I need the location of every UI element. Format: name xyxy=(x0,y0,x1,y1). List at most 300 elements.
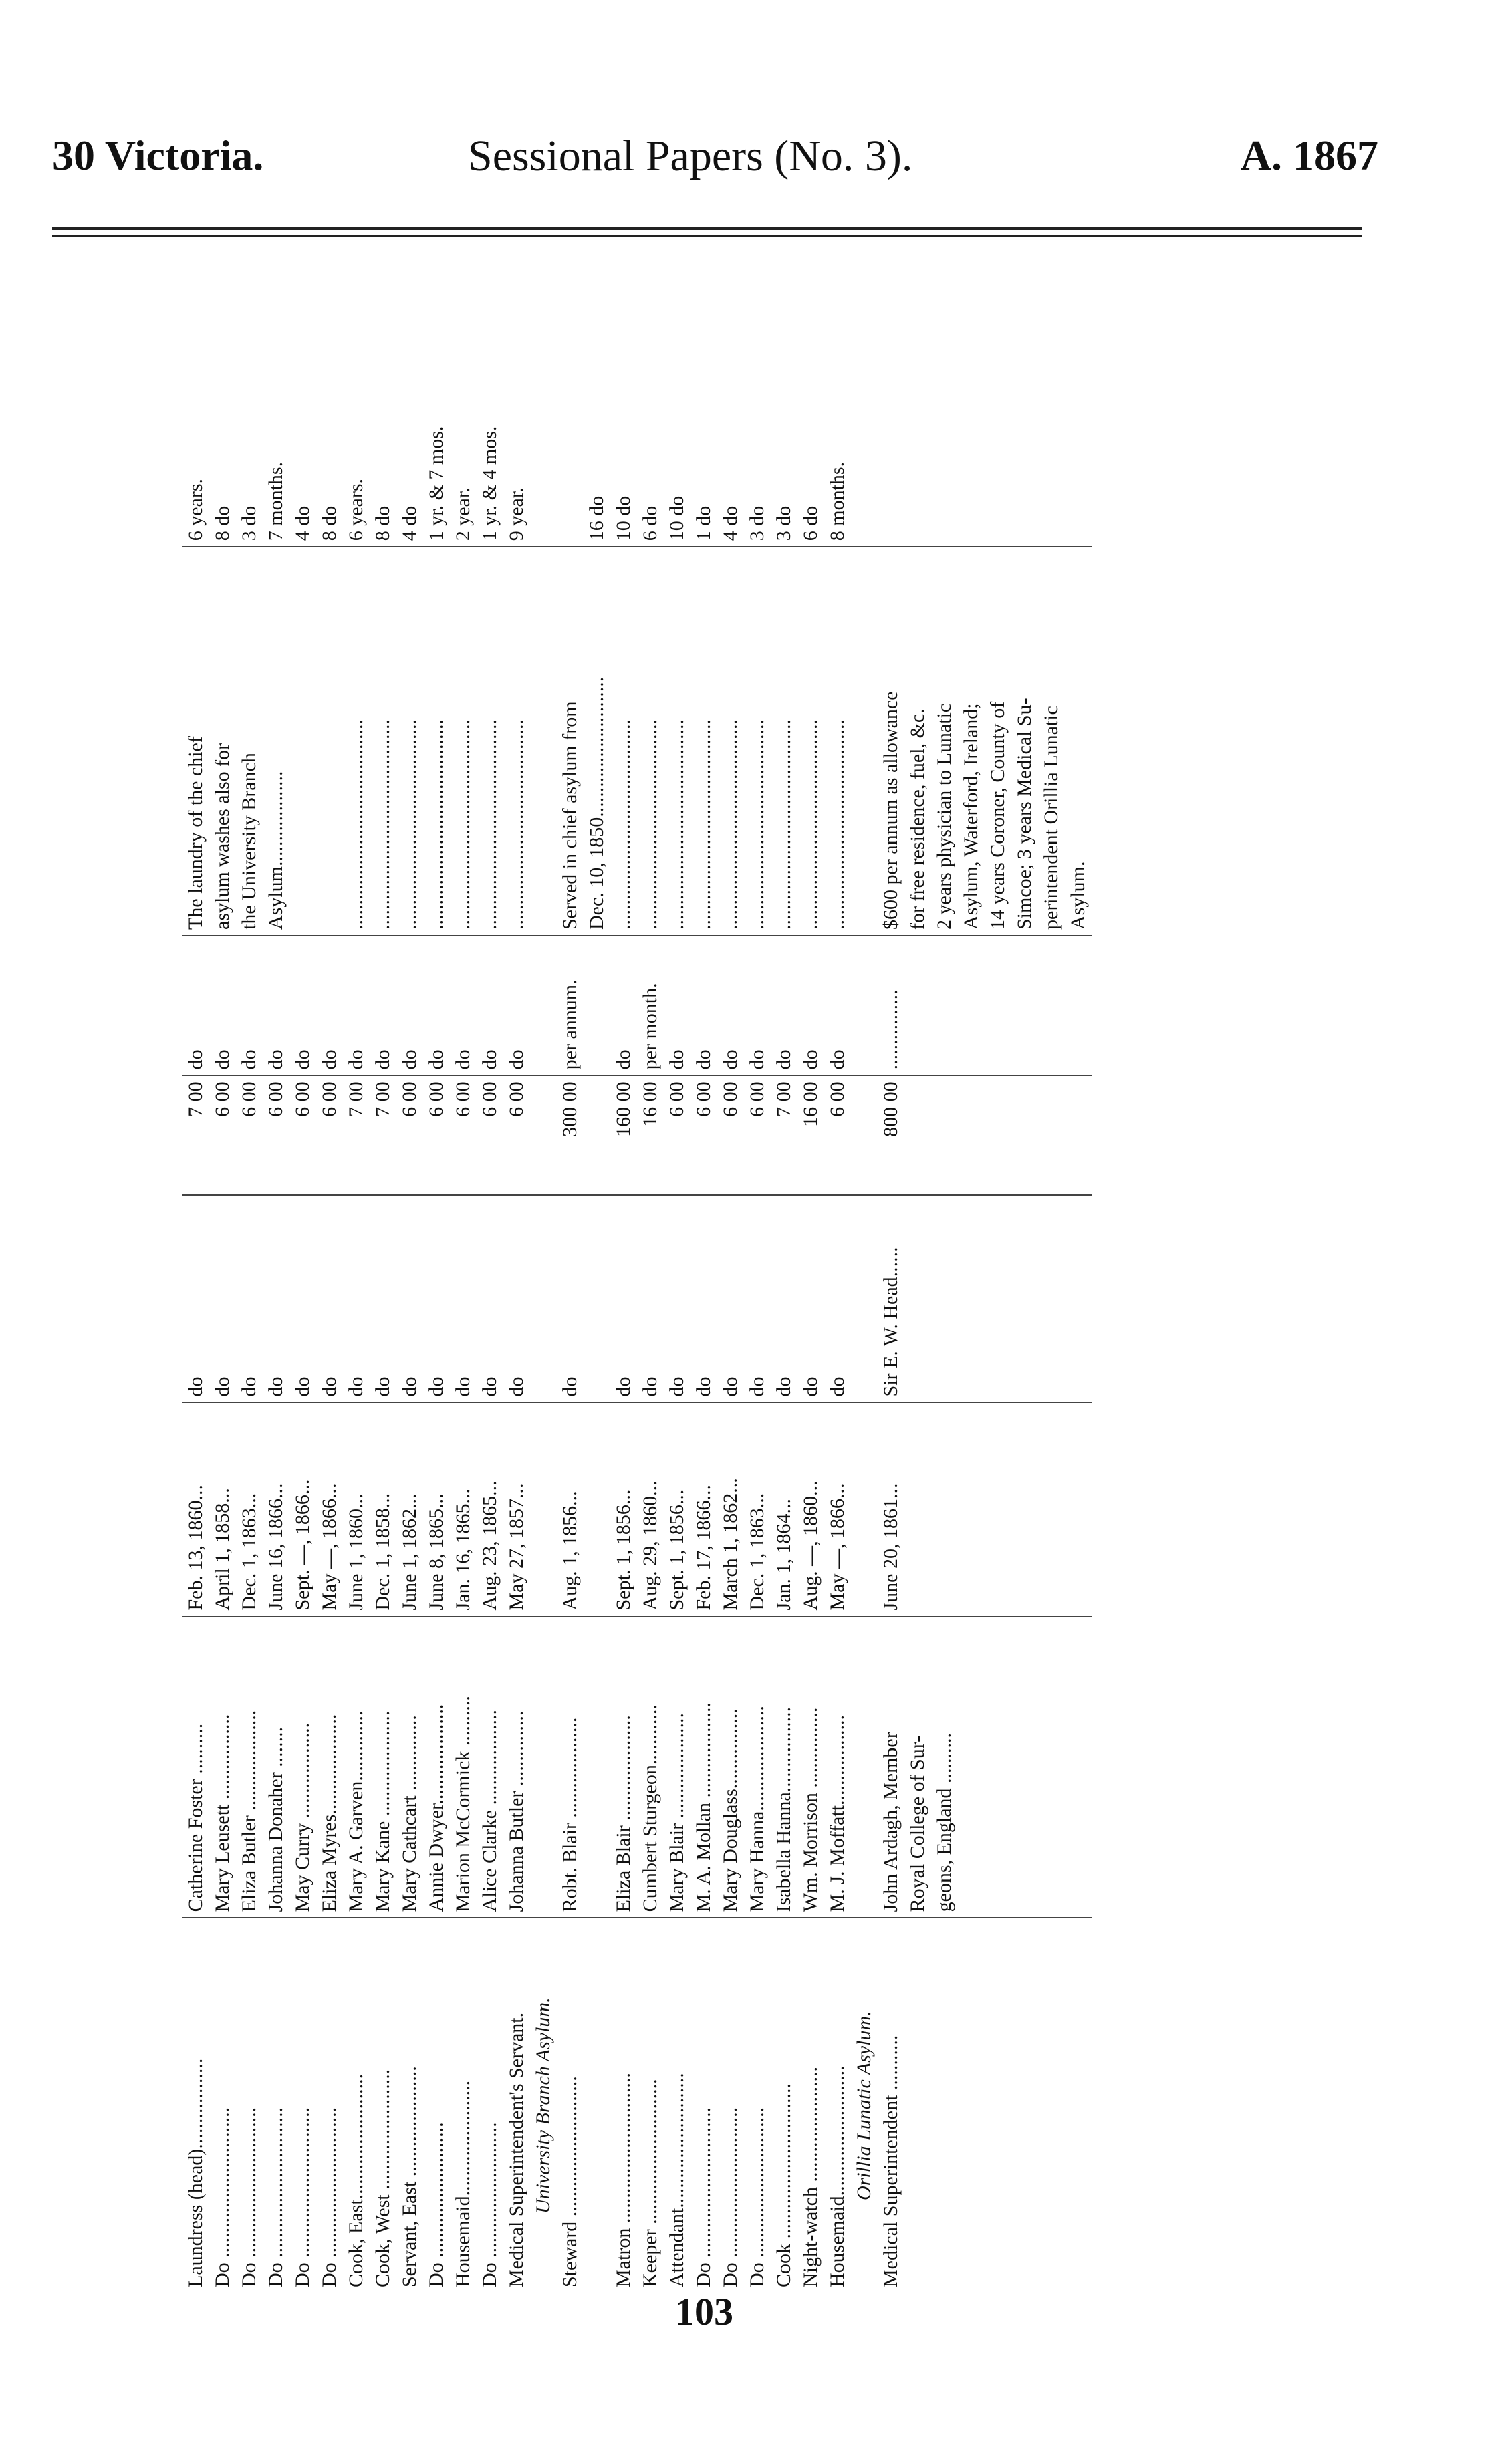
table-row xyxy=(557,421,584,2293)
service-cell: 10 do xyxy=(612,495,634,541)
header-left: 30 Victoria. xyxy=(52,132,264,179)
date-year: 1865... xyxy=(425,1493,447,1549)
office-cell xyxy=(1065,1918,1092,2293)
date-month: Feb. xyxy=(692,1575,715,1611)
by-cell xyxy=(584,1195,610,1402)
name-cell: Wm. Morrison ................ xyxy=(797,1617,824,1918)
appointment-date-cell xyxy=(985,1402,1011,1616)
remarks-cell: .......................................... xyxy=(343,547,370,936)
per-cell xyxy=(1065,936,1092,1075)
service-cell: 3 do xyxy=(746,505,768,541)
name-cell: Johanna Donaher ........ xyxy=(263,1617,289,1918)
service-cell: 8 do xyxy=(211,505,233,541)
empty-cell xyxy=(530,936,557,1075)
remarks-cell: perintendent Orillia Lunatic xyxy=(1038,547,1065,936)
by-cell: do xyxy=(557,1195,584,1402)
section-title: University Branch Asylum. xyxy=(530,1918,557,2293)
table-row xyxy=(423,421,450,2293)
per-cell: do xyxy=(316,936,343,1075)
empty-cell xyxy=(530,547,557,936)
service-cell: 1 yr. & 4 mos. xyxy=(479,426,501,541)
date-month: May xyxy=(505,1573,527,1611)
office-cell: Cook ............................... xyxy=(771,1918,797,2293)
remarks-cell: .......................................... xyxy=(637,547,664,936)
service-cell xyxy=(1038,421,1065,547)
per-cell: do xyxy=(503,936,530,1075)
remarks-cell: Asylum. xyxy=(1065,547,1092,936)
appointment-date-cell xyxy=(370,1402,396,1616)
service-cell xyxy=(958,421,985,547)
appointment-date-cell xyxy=(1038,1402,1065,1616)
amount-cell: 6 00 xyxy=(690,1075,717,1195)
per-cell xyxy=(958,936,985,1075)
appointment-date-cell xyxy=(1065,1402,1092,1616)
per-cell: do xyxy=(209,936,236,1075)
date-month: Jan. xyxy=(452,1579,474,1611)
name-cell: John Ardagh, Member xyxy=(878,1617,904,1918)
appointment-date-cell xyxy=(182,1402,209,1616)
table-row xyxy=(370,421,396,2293)
per-cell: do xyxy=(450,936,477,1075)
by-cell xyxy=(958,1195,985,1402)
table-row xyxy=(717,421,744,2293)
per-cell: do xyxy=(396,936,423,1075)
remarks-cell xyxy=(316,547,343,936)
per-cell: do xyxy=(610,936,637,1075)
service-cell: 3 do xyxy=(773,505,795,541)
name-cell: Alice Clarke ................... xyxy=(477,1617,503,1918)
appointment-date-cell xyxy=(263,1402,289,1616)
service-cell: 4 do xyxy=(291,505,313,541)
date-month: June xyxy=(880,1573,902,1611)
appointment-date-cell xyxy=(904,1402,931,1616)
service-cell: 6 years. xyxy=(345,478,367,541)
appointment-date-cell xyxy=(1011,1402,1038,1616)
service-cell: 16 do xyxy=(586,495,608,541)
remarks-cell: Asylum, Waterford, Ireland; xyxy=(958,547,985,936)
per-cell: do xyxy=(289,936,316,1075)
header-rule xyxy=(52,227,1362,230)
office-cell xyxy=(985,1918,1011,2293)
appointment-date-cell xyxy=(209,1402,236,1616)
date-day: 29, xyxy=(639,1541,661,1566)
amount-cell: 7 00 xyxy=(182,1075,209,1195)
table-row xyxy=(824,421,851,2293)
appointment-date-cell xyxy=(797,1402,824,1616)
remarks-cell: the University Branch xyxy=(236,547,263,936)
remarks-cell: .......................................... xyxy=(423,547,450,936)
date-month: Dec. xyxy=(372,1573,394,1611)
service-cell: 10 do xyxy=(666,495,688,541)
section-heading-row xyxy=(530,421,557,2293)
table-row xyxy=(289,421,316,2293)
office-cell: Housemaid....................... xyxy=(450,1918,477,2293)
remarks-cell: Served in chief asylum from xyxy=(557,547,584,936)
office-cell: Attendant........................... xyxy=(664,1918,690,2293)
table-row xyxy=(182,421,209,2293)
service-cell: 4 do xyxy=(719,505,741,541)
office-cell xyxy=(1011,1918,1038,2293)
by-cell: do xyxy=(289,1195,316,1402)
table-row xyxy=(316,421,343,2293)
office-cell xyxy=(958,1918,985,2293)
date-month: March xyxy=(719,1558,741,1611)
service-cell: 6 do xyxy=(799,505,822,541)
table-row xyxy=(985,421,1011,2293)
appointment-date-cell xyxy=(878,1402,904,1616)
remarks-cell: .......................................... xyxy=(744,547,771,936)
service-cell: 3 do xyxy=(238,505,260,541)
table-row xyxy=(878,421,904,2293)
name-cell xyxy=(958,1617,985,1918)
table-row xyxy=(450,421,477,2293)
office-cell: Do .............................. xyxy=(690,1918,717,2293)
service-cell: 4 do xyxy=(398,505,420,541)
date-month: Aug. xyxy=(639,1571,661,1611)
amount-cell: 6 00 xyxy=(209,1075,236,1195)
empty-cell xyxy=(530,1195,557,1402)
name-cell: M. A. Mollan ................... xyxy=(690,1617,717,1918)
amount-cell xyxy=(904,1075,931,1195)
per-cell xyxy=(931,936,958,1075)
office-cell: Steward ............................ xyxy=(557,1918,584,2293)
by-cell xyxy=(985,1195,1011,1402)
amount-cell: 6 00 xyxy=(477,1075,503,1195)
table-row xyxy=(637,421,664,2293)
by-cell: Sir E. W. Head...... xyxy=(878,1195,904,1402)
date-month: April xyxy=(211,1568,233,1611)
remarks-cell: $600 per annum as allowance xyxy=(878,547,904,936)
by-cell: do xyxy=(182,1195,209,1402)
by-cell: do xyxy=(824,1195,851,1402)
name-cell: Mary Kane ..................... xyxy=(370,1617,396,1918)
amount-cell xyxy=(1038,1075,1065,1195)
by-cell: do xyxy=(263,1195,289,1402)
service-cell xyxy=(904,421,931,547)
amount-cell: 7 00 xyxy=(370,1075,396,1195)
amount-cell: 16 00 xyxy=(797,1075,824,1195)
date-day: —, xyxy=(799,1541,822,1566)
date-day: 1, xyxy=(746,1553,768,1569)
table-row xyxy=(1065,421,1092,2293)
date-day: 1, xyxy=(238,1553,260,1569)
date-year: 1866... xyxy=(318,1483,340,1539)
name-cell: Royal College of Sur- xyxy=(904,1617,931,1918)
remarks-cell: for free residence, fuel, &c. xyxy=(904,547,931,936)
appointment-date-cell xyxy=(557,1402,584,1616)
name-cell: May Curry ................... xyxy=(289,1617,316,1918)
remarks-cell xyxy=(289,547,316,936)
office-cell: Medical Superintendent ........... xyxy=(878,1918,904,2293)
empty-cell xyxy=(851,936,878,1075)
office-cell: Do .............................. xyxy=(316,1918,343,2293)
amount-cell: 6 00 xyxy=(236,1075,263,1195)
service-cell: 9 year. xyxy=(505,487,527,541)
remarks-cell: .......................................... xyxy=(396,547,423,936)
date-year: 1858... xyxy=(211,1488,233,1543)
appointment-date-cell xyxy=(477,1402,503,1616)
page-number: 103 xyxy=(675,2290,733,2333)
empty-cell xyxy=(851,1195,878,1402)
name-cell: Eliza Butler .................... xyxy=(236,1617,263,1918)
empty-cell xyxy=(851,421,878,547)
date-year: 1862... xyxy=(719,1478,741,1533)
amount-cell: 6 00 xyxy=(664,1075,690,1195)
name-cell: Annie Dwyer.................... xyxy=(423,1617,450,1918)
date-year: 1863... xyxy=(238,1493,260,1549)
amount-cell: 800 00 xyxy=(878,1075,904,1195)
office-cell xyxy=(584,1918,610,2293)
per-cell xyxy=(904,936,931,1075)
name-cell: geons, England .......... xyxy=(931,1617,958,1918)
date-month: May xyxy=(826,1573,848,1611)
date-day: 17, xyxy=(692,1545,715,1571)
office-cell: Housemaid.......................... xyxy=(824,1918,851,2293)
date-year: 1861... xyxy=(880,1483,902,1539)
date-day: 16, xyxy=(265,1543,287,1569)
remarks-cell: asylum washes also for xyxy=(209,547,236,936)
date-year: 1857... xyxy=(505,1483,527,1539)
date-month: Dec. xyxy=(238,1573,260,1611)
office-cell: Servant, East ...................... xyxy=(396,1918,423,2293)
appointment-date-cell xyxy=(958,1402,985,1616)
date-year: 1858... xyxy=(372,1493,394,1549)
service-cell xyxy=(1011,421,1038,547)
date-year: 1860... xyxy=(639,1480,661,1536)
remarks-cell: .......................................... xyxy=(717,547,744,936)
office-cell: Matron .............................. xyxy=(610,1918,637,2293)
appointment-date-cell xyxy=(664,1402,690,1616)
office-cell: Do ........................... xyxy=(423,1918,450,2293)
table-row xyxy=(1038,421,1065,2293)
appointment-date-cell xyxy=(690,1402,717,1616)
remarks-cell: .......................................... xyxy=(797,547,824,936)
amount-cell: 160 00 xyxy=(610,1075,637,1195)
appointment-date-cell xyxy=(637,1402,664,1616)
by-cell: do xyxy=(797,1195,824,1402)
by-cell: do xyxy=(610,1195,637,1402)
per-cell: do xyxy=(717,936,744,1075)
table-row xyxy=(396,421,423,2293)
by-cell: do xyxy=(343,1195,370,1402)
service-cell: 1 yr. & 7 mos. xyxy=(425,426,447,541)
empty-cell xyxy=(851,1075,878,1195)
amount-cell: 6 00 xyxy=(503,1075,530,1195)
per-cell xyxy=(1038,936,1065,1075)
office-cell: Do .............................. xyxy=(744,1918,771,2293)
empty-cell xyxy=(851,547,878,936)
service-cell: 7 months. xyxy=(265,461,287,541)
per-cell: do xyxy=(236,936,263,1075)
date-year: 1866... xyxy=(692,1485,715,1541)
header-center: Sessional Papers (No. 3). xyxy=(468,132,913,180)
per-cell: do xyxy=(824,936,851,1075)
date-day: —, xyxy=(291,1539,313,1565)
date-year: 1860... xyxy=(184,1485,207,1541)
date-day: 27, xyxy=(505,1543,527,1569)
remarks-cell: .......................................... xyxy=(824,547,851,936)
name-cell: M. J. Moffatt.................. xyxy=(824,1617,851,1918)
header-rule-thin xyxy=(52,235,1362,237)
appointment-date-cell xyxy=(610,1402,637,1616)
appointment-date-cell xyxy=(289,1402,316,1616)
date-month: Jan. xyxy=(773,1579,795,1611)
amount-cell xyxy=(584,1075,610,1195)
amount-cell: 6 00 xyxy=(824,1075,851,1195)
date-year: 1863... xyxy=(746,1493,768,1549)
appointment-date-cell xyxy=(423,1402,450,1616)
by-cell: do xyxy=(477,1195,503,1402)
name-cell xyxy=(584,1617,610,1918)
per-cell: do xyxy=(744,936,771,1075)
staff-table-rotated xyxy=(182,421,1332,2293)
by-cell xyxy=(1011,1195,1038,1402)
per-cell: do xyxy=(690,936,717,1075)
date-month: Sept. xyxy=(666,1569,688,1611)
date-year: 1856... xyxy=(612,1489,634,1545)
empty-cell xyxy=(530,1402,557,1616)
amount-cell: 6 00 xyxy=(396,1075,423,1195)
amount-cell: 7 00 xyxy=(771,1075,797,1195)
by-cell: do xyxy=(209,1195,236,1402)
by-cell: do xyxy=(450,1195,477,1402)
date-month: June xyxy=(425,1573,447,1611)
office-cell: Cook, West ........................ xyxy=(370,1918,396,2293)
office-cell: Do .............................. xyxy=(236,1918,263,2293)
name-cell: Robt. Blair .................... xyxy=(557,1617,584,1918)
service-cell: 1 do xyxy=(692,505,715,541)
table-row xyxy=(797,421,824,2293)
by-cell: do xyxy=(503,1195,530,1402)
date-day: 13, xyxy=(184,1545,207,1571)
empty-cell xyxy=(530,1617,557,1918)
per-cell: do xyxy=(263,936,289,1075)
appointment-date-cell xyxy=(343,1402,370,1616)
date-day: 1, xyxy=(345,1553,367,1569)
per-cell xyxy=(985,936,1011,1075)
date-day: 16, xyxy=(452,1549,474,1574)
name-cell: Mary Hanna..................... xyxy=(744,1617,771,1918)
header-right: A. 1867 xyxy=(1240,132,1378,179)
amount-cell: 7 00 xyxy=(343,1075,370,1195)
per-cell xyxy=(584,936,610,1075)
appointment-date-cell xyxy=(771,1402,797,1616)
date-month: Aug. xyxy=(479,1571,501,1611)
per-cell: do xyxy=(343,936,370,1075)
office-cell xyxy=(1038,1918,1065,2293)
empty-cell xyxy=(530,1075,557,1195)
name-cell: Johanna Butler ............... xyxy=(503,1617,530,1918)
per-cell xyxy=(1011,936,1038,1075)
date-month: Feb. xyxy=(184,1575,207,1611)
office-cell: Medical Superintendent's Servant. xyxy=(503,1918,530,2293)
staff-table xyxy=(182,421,1092,2293)
table-row xyxy=(904,421,931,2293)
amount-cell: 6 00 xyxy=(263,1075,289,1195)
date-day: 1, xyxy=(612,1549,634,1565)
appointment-date-cell xyxy=(316,1402,343,1616)
by-cell: do xyxy=(370,1195,396,1402)
date-day: 23, xyxy=(479,1541,501,1566)
service-cell: 2 year. xyxy=(452,487,474,541)
per-cell: do xyxy=(477,936,503,1075)
date-year: 1856... xyxy=(559,1490,581,1546)
amount-cell: 6 00 xyxy=(717,1075,744,1195)
empty-cell xyxy=(851,1617,878,1918)
amount-cell: 6 00 xyxy=(450,1075,477,1195)
amount-cell xyxy=(958,1075,985,1195)
date-year: 1866... xyxy=(291,1479,313,1535)
remarks-cell: .......................................... xyxy=(771,547,797,936)
remarks-cell: .......................................... xyxy=(503,547,530,936)
per-cell: do xyxy=(771,936,797,1075)
name-cell xyxy=(1038,1617,1065,1918)
remarks-cell: The laundry of the chief xyxy=(182,547,209,936)
name-cell: Isabella Hanna................. xyxy=(771,1617,797,1918)
by-cell xyxy=(1065,1195,1092,1402)
by-cell: do xyxy=(637,1195,664,1402)
date-day: 1, xyxy=(773,1559,795,1574)
service-cell xyxy=(985,421,1011,547)
by-cell: do xyxy=(717,1195,744,1402)
date-day: 8, xyxy=(425,1553,447,1569)
remarks-cell: .......................................... xyxy=(664,547,690,936)
remarks-cell: .......................................... xyxy=(370,547,396,936)
service-cell: 6 years. xyxy=(184,478,207,541)
table-row xyxy=(503,421,530,2293)
service-cell: 8 do xyxy=(318,505,340,541)
service-cell xyxy=(878,421,904,547)
table-row xyxy=(209,421,236,2293)
date-year: 1866... xyxy=(265,1483,287,1539)
table-row xyxy=(744,421,771,2293)
name-cell: Mary Douglass................ xyxy=(717,1617,744,1918)
date-month: June xyxy=(265,1573,287,1611)
by-cell: do xyxy=(771,1195,797,1402)
table-row xyxy=(584,421,610,2293)
name-cell: Eliza Myres.................... xyxy=(316,1617,343,1918)
table-row xyxy=(610,421,637,2293)
date-day: 1, xyxy=(398,1553,420,1569)
amount-cell: 300 00 xyxy=(557,1075,584,1195)
office-cell: Night-watch ....................... xyxy=(797,1918,824,2293)
empty-cell xyxy=(851,1402,878,1616)
appointment-date-cell xyxy=(744,1402,771,1616)
date-year: 1860... xyxy=(799,1480,822,1536)
date-year: 1860... xyxy=(345,1493,367,1549)
name-cell xyxy=(985,1617,1011,1918)
name-cell: Eliza Blair ..................... xyxy=(610,1617,637,1918)
per-cell: do xyxy=(182,936,209,1075)
date-month: Dec. xyxy=(746,1573,768,1611)
amount-cell xyxy=(1065,1075,1092,1195)
table-row xyxy=(931,421,958,2293)
date-year: 1856... xyxy=(666,1489,688,1545)
by-cell: do xyxy=(690,1195,717,1402)
office-cell xyxy=(931,1918,958,2293)
remarks-cell: .......................................... xyxy=(610,547,637,936)
date-year: 1865... xyxy=(479,1480,501,1536)
appointment-date-cell xyxy=(824,1402,851,1616)
by-cell xyxy=(931,1195,958,1402)
office-cell: Cook, East......................... xyxy=(343,1918,370,2293)
date-day: 1, xyxy=(372,1553,394,1569)
office-cell: Keeper ............................. xyxy=(637,1918,664,2293)
appointment-date-cell xyxy=(931,1402,958,1616)
per-cell: do xyxy=(797,936,824,1075)
name-cell: Catherine Foster .......... xyxy=(182,1617,209,1918)
remarks-cell: 14 years Coroner, County of xyxy=(985,547,1011,936)
